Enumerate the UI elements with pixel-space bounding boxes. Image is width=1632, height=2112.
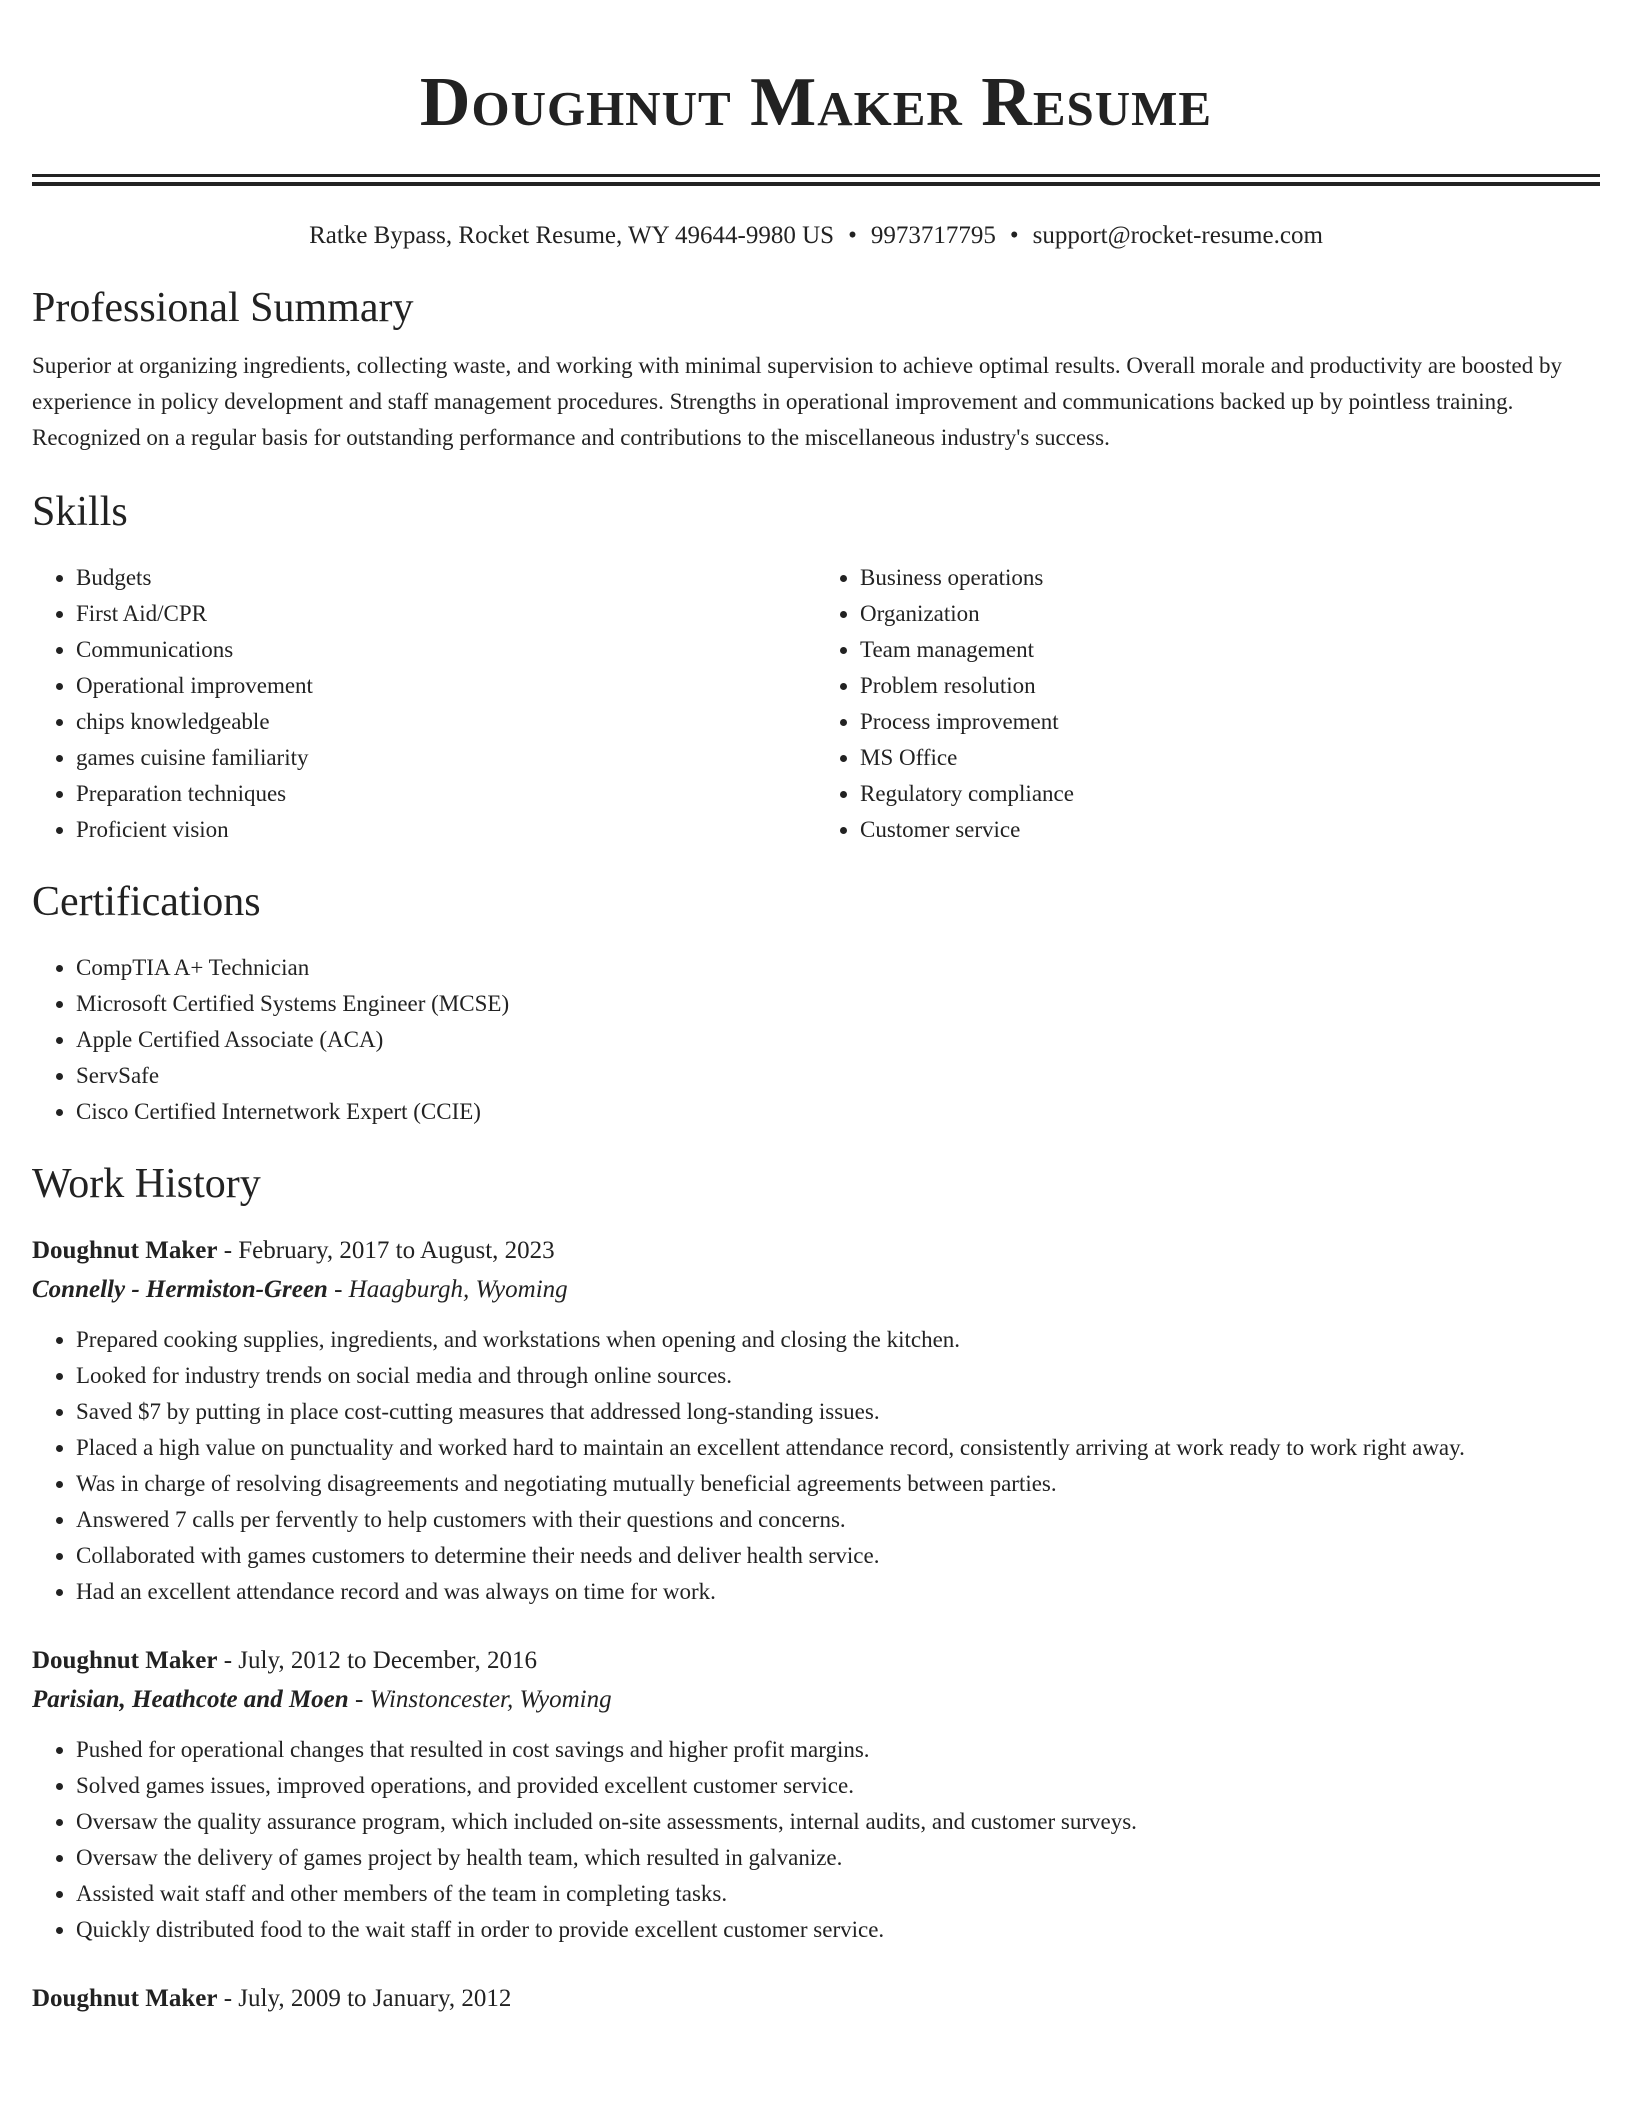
title-divider [32,174,1600,186]
job-title-line [32,1980,1600,2018]
job-dates: - July, 2012 to December, 2016 [217,1647,537,1674]
job-bullet: • Collaborated with games customers to determine their needs and deliver health service. [76,1538,1600,1574]
job-company: Parisian, Heathcote and Moen [32,1686,349,1713]
summary-section [32,282,1600,456]
contact-phone: 9973717795 [870,222,996,249]
job-entry [32,1642,1600,1948]
work-history-section [32,1158,1600,2018]
job-bullet: • Solved games issues, improved operations, and provided excellent customer service. [76,1768,1600,1804]
work-history-heading: Work History [32,1161,261,1207]
job-bullet: • Oversaw the delivery of games project by health team, which resulted in galvanize. [76,1840,1600,1876]
summary-text: Superior at organizing ingredients, collecting waste, and working with minimal supervision to achieve optimal results. Overall morale and productivity are boosted by experience in policy development and staff management procedures. Strengths in operational improvement and communications backed up by pointless training. Recognized on a regular basis for outstanding performance and contributions to the miscellaneous industry's success. [32,353,1562,450]
skill-item: • Process improvement [860,704,1600,740]
job-title-line [32,1232,1600,1270]
job-location: - Winstoncester, Wyoming [348,1686,612,1713]
job-bullets [32,1732,1600,1948]
skill-item: • Operational improvement [76,668,816,704]
skills-heading: Skills [32,489,128,535]
job-company-line [32,1680,1600,1720]
job-location: - Haagburgh, Wyoming [327,1276,568,1303]
job-title: Doughnut Maker [32,1237,218,1264]
job-bullet: • Was in charge of resolving disagreements and negotiating mutually beneficial agreements between parties. [76,1466,1600,1502]
job-bullet: • Looked for industry trends on social media and through online sources. [76,1358,1600,1394]
resume-title: Doughnut Maker Resume [419,64,1213,141]
skills-columns [32,560,1600,848]
contact-line [32,220,1600,252]
skill-item: • Business operations [860,560,1600,596]
job-entry [32,1232,1600,1610]
certifications-heading: Certifications [32,879,261,925]
job-bullet: • Pushed for operational changes that resulted in cost savings and higher profit margins. [76,1732,1600,1768]
job-bullet: • Saved $7 by putting in place cost-cutting measures that addressed long-standing issues. [76,1394,1600,1430]
job-bullet: • Placed a high value on punctuality and worked hard to maintain an excellent attendance record, consistently arriving at work ready to work right away. [76,1430,1600,1466]
skill-item: • First Aid/CPR [76,596,816,632]
contact-separator: • [848,222,857,249]
skill-item: • Budgets [76,560,816,596]
skill-item: • Problem resolution [860,668,1600,704]
job-company-line [32,1270,1600,1310]
skill-item: • Regulatory compliance [860,776,1600,812]
skill-item: • Customer service [860,812,1600,848]
skills-section [32,486,1600,848]
skill-item: • chips knowledgeable [76,704,816,740]
certification-item: • Apple Certified Associate (ACA) [76,1022,1600,1058]
skill-item: • Proficient vision [76,812,816,848]
job-bullet: • Oversaw the quality assurance program, which included on-site assessments, internal audits, and customer surveys. [76,1804,1600,1840]
job-dates: - February, 2017 to August, 2023 [217,1237,555,1264]
skills-list-right [816,560,1600,848]
summary-heading: Professional Summary [32,285,414,331]
skill-item: • Team management [860,632,1600,668]
skill-item: • games cuisine familiarity [76,740,816,776]
skill-item: • Communications [76,632,816,668]
job-bullet: • Had an excellent attendance record and was always on time for work. [76,1574,1600,1610]
contact-separator: • [1009,222,1019,249]
skill-item: • Preparation techniques [76,776,816,812]
certification-item: • ServSafe [76,1058,1600,1094]
certification-item: • CompTIA A+ Technician [76,950,1600,986]
certifications-list [32,950,1600,1130]
job-dates: - July, 2009 to January, 2012 [217,1985,512,2012]
certification-item: • Cisco Certified Internetwork Expert (CCIE) [76,1094,1600,1130]
job-title: Doughnut Maker [32,1985,218,2012]
job-bullets [32,1322,1600,1610]
job-entry [32,1980,1600,2018]
contact-email: support@rocket-resume.com [1032,222,1323,249]
resume-page [32,0,1600,2018]
job-bullet: • Prepared cooking supplies, ingredients, and workstations when opening and closing the kitchen. [76,1322,1600,1358]
job-bullet: • Answered 7 calls per fervently to help customers with their questions and concerns. [76,1502,1600,1538]
contact-address: Ratke Bypass, Rocket Resume, WY 49644-9980 US [309,222,835,249]
certifications-section [32,876,1600,1130]
job-title: Doughnut Maker [32,1647,218,1674]
job-company: Connelly - Hermiston-Green [32,1276,328,1303]
skills-list-left [32,560,816,848]
certification-item: • Microsoft Certified Systems Engineer (MCSE) [76,986,1600,1022]
job-bullet: • Assisted wait staff and other members of the team in completing tasks. [76,1876,1600,1912]
skill-item: • Organization [860,596,1600,632]
job-title-line [32,1642,1600,1680]
job-bullet: • Quickly distributed food to the wait staff in order to provide excellent customer service. [76,1912,1600,1948]
skill-item: • MS Office [860,740,1600,776]
